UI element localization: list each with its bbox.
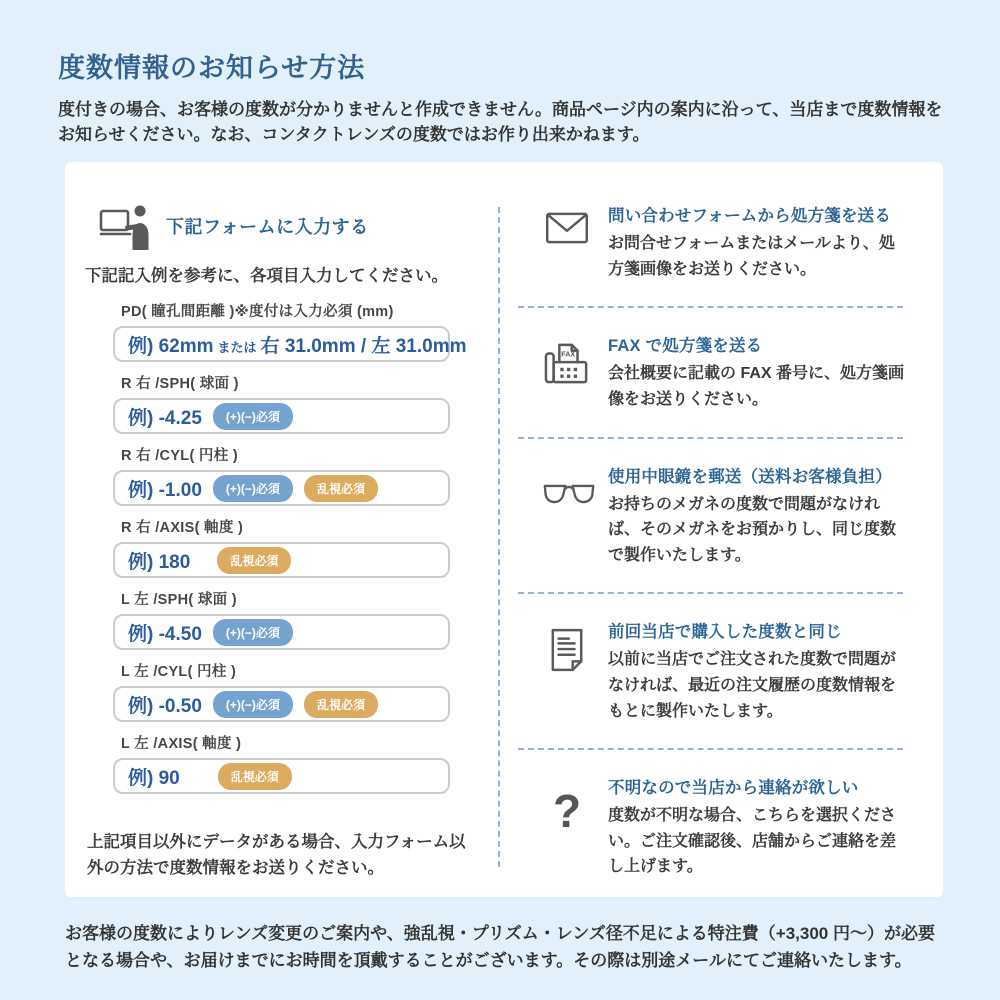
field-box-r-sph: 例) -4.25 (+)(−)必須 <box>113 398 450 434</box>
sign-required-badge: (+)(−)必須 <box>213 403 293 430</box>
field-label-pd: PD( 瞳孔間距離 )※度付は入力必須 (mm) <box>121 304 394 321</box>
person-at-computer-icon <box>99 202 151 250</box>
dashed-divider <box>518 306 903 308</box>
dashed-divider <box>518 748 903 750</box>
astigmatism-required-badge: 乱視必須 <box>218 763 292 790</box>
sign-required-badge: (+)(−)必須 <box>213 619 293 646</box>
page-title: 度数情報のお知らせ方法 <box>58 53 366 83</box>
svg-text:FAX: FAX <box>561 350 576 359</box>
method-body: お問合せフォームまたはメールより、処方箋画像をお送りください。 <box>608 235 895 278</box>
field-label-l-axis: L 左 /AXIS( 軸度 ) <box>121 736 242 753</box>
method-inquiry-form <box>543 202 923 282</box>
astigmatism-required-badge: 乱視必須 <box>217 547 291 574</box>
field-box-r-axis: 例) 180 乱視必須 <box>113 542 450 578</box>
document-icon <box>543 628 591 724</box>
intro-text: 度付きの場合、お客様の度数が分かりませんと作成できません。商品ページ内の案内に沿って、当店まで度数情報をお知らせください。なお、コンタクトレンズの度数ではお作り出来かねます。 <box>58 100 943 144</box>
method-body: 度数が不明な場合、こちらを選択ください。ご注文確認後、店舗からご連絡を差し上げます。 <box>608 807 897 876</box>
field-box-r-cyl: 例) -1.00 (+)(−)必須 乱視必須 <box>113 470 450 506</box>
field-label-l-cyl: L 左 /CYL( 円柱 ) <box>121 664 237 681</box>
field-label-r-axis: R 右 /AXIS( 軸度 ) <box>121 520 244 537</box>
method-fax <box>543 332 923 412</box>
method-body: 以前に当店でご注文された度数で問題がなければ、最近の注文履歴の度数情報をもとに製作いたします。 <box>608 651 897 720</box>
field-box-pd <box>113 326 467 362</box>
field-box-l-axis: 例) 90 乱視必須 <box>113 758 450 794</box>
form-note: 上記項目以外にデータがある場合、入力フォーム以外の方法で度数情報をお送りください。 <box>87 833 466 877</box>
field-label-r-sph: R 右 /SPH( 球面 ) <box>121 376 239 393</box>
method-mail-glasses <box>543 463 923 569</box>
field-label-l-sph: L 左 /SPH( 球面 ) <box>121 592 237 609</box>
astigmatism-required-badge: 乱視必須 <box>304 475 378 502</box>
form-heading: 下記フォームに入力する <box>166 217 369 238</box>
sign-required-badge: (+)(−)必須 <box>213 475 293 502</box>
sign-required-badge: (+)(−)必須 <box>213 691 293 718</box>
fax-icon <box>543 342 591 412</box>
field-box-l-sph: 例) -4.50 (+)(−)必須 <box>113 614 450 650</box>
field-box-l-cyl: 例) -0.50 (+)(−)必須 乱視必須 <box>113 686 450 722</box>
method-title: FAX で処方箋を送る <box>608 337 763 356</box>
method-body: お持ちのメガネの度数で問題がなければ、そのメガネをお預かりし、同じ度数で製作いたします。 <box>608 495 897 564</box>
methods-panel <box>65 162 943 897</box>
dashed-divider <box>518 437 903 439</box>
method-title: 前回当店で購入した度数と同じ <box>608 623 842 642</box>
question-icon: ? <box>552 785 582 838</box>
method-title: 使用中眼鏡を郵送（送料お客様負担） <box>608 467 892 486</box>
envelope-icon <box>543 212 591 282</box>
field-example-pd: 例) 62mm または 右 31.0mm / 左 31.0mm <box>128 335 467 357</box>
form-header <box>99 202 498 250</box>
footer-note: お客様の度数によりレンズ変更のご案内や、強乱視・プリズム・レンズ径不足による特注費（+3,300 円〜）が必要となる場合や、お届けまでにお時間を頂戴することがございます。その際は別途メールにてご連絡いたします。 <box>65 924 935 970</box>
method-previous-order <box>543 618 923 724</box>
form-column <box>65 162 498 897</box>
method-unknown-contact <box>543 774 923 880</box>
dashed-divider <box>518 592 903 594</box>
method-title: 問い合わせフォームから処方箋を送る <box>608 207 892 226</box>
astigmatism-required-badge: 乱視必須 <box>304 691 378 718</box>
method-title: 不明なので当店から連絡が欲しい <box>608 779 859 798</box>
form-fields <box>113 300 498 794</box>
form-instruction: 下記記入例を参考に、各項目入力してください。 <box>85 267 448 286</box>
method-body: 会社概要に記載の FAX 番号に、処方箋画像をお送りください。 <box>608 365 905 409</box>
field-label-r-cyl: R 右 /CYL( 円柱 ) <box>121 448 238 465</box>
alternative-methods-column <box>500 162 943 897</box>
glasses-icon <box>543 483 591 569</box>
